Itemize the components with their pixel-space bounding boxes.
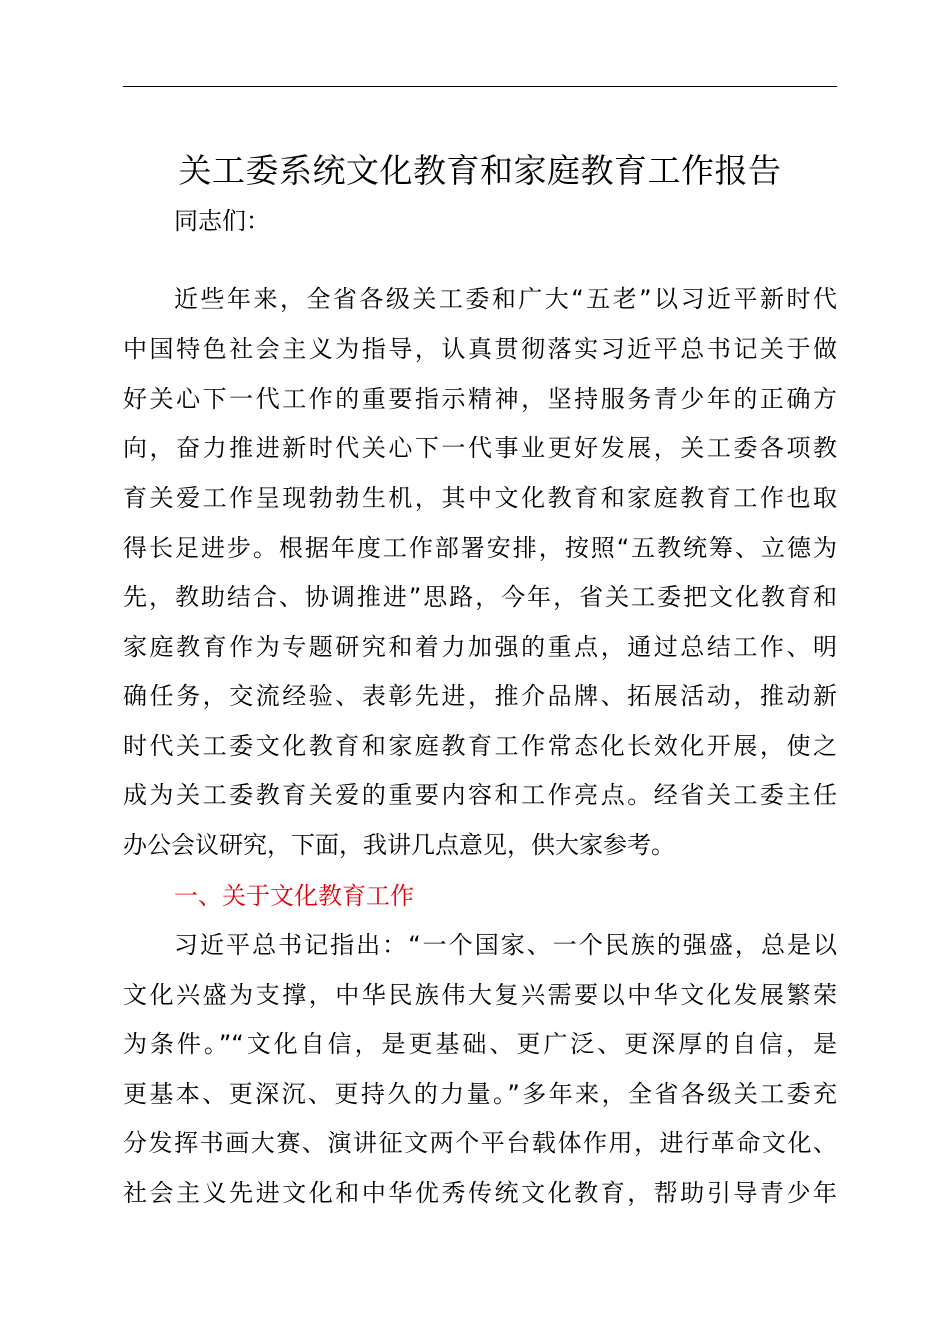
document-title: 关工委系统文化教育和家庭教育工作报告 xyxy=(178,151,782,190)
paragraph-line: 更基本、更深沉、更持久的力量。”多年来，全省各级关工委充 xyxy=(123,1080,837,1108)
paragraph-line: 育关爱工作呈现勃勃生机，其中文化教育和家庭教育工作也取 xyxy=(123,484,837,512)
paragraph-line: 得长足进步。根据年度工作部署安排，按照“五教统筹、立德为 xyxy=(123,534,837,562)
paragraph-line: 成为关工委教育关爱的重要内容和工作亮点。经省关工委主任 xyxy=(123,781,837,809)
paragraph-line: 家庭教育作为专题研究和着力加强的重点，通过总结工作、明 xyxy=(123,633,837,661)
paragraph-line: 时代关工委文化教育和家庭教育工作常态化长效化开展，使之 xyxy=(123,732,837,760)
paragraph-line: 向，奋力推进新时代关心下一代事业更好发展，关工委各项教 xyxy=(123,434,837,462)
paragraph-line: 习近平总书记指出：“一个国家、一个民族的强盛，总是以 xyxy=(174,931,837,959)
paragraph-line: 中国特色社会主义为指导，认真贯彻落实习近平总书记关于做 xyxy=(123,335,837,363)
paragraph-line: 好关心下一代工作的重要指示精神，坚持服务青少年的正确方 xyxy=(123,385,837,413)
paragraph-line: 先，教助结合、协调推进”思路，今年，省关工委把文化教育和 xyxy=(123,583,837,611)
paragraph-line: 为条件。”“文化自信，是更基础、更广泛、更深厚的自信，是 xyxy=(123,1030,837,1058)
salutation: 同志们： xyxy=(174,207,270,235)
paragraph-line: 办公会议研究，下面，我讲几点意见，供大家参考。 xyxy=(123,831,675,859)
header-rule xyxy=(123,86,837,87)
paragraph-line: 社会主义先进文化和中华优秀传统文化教育，帮助引导青少年 xyxy=(123,1179,837,1207)
paragraph-line: 分发挥书画大赛、演讲征文两个平台载体作用，进行革命文化、 xyxy=(123,1129,837,1157)
paragraph-line: 近些年来，全省各级关工委和广大“五老”以习近平新时代 xyxy=(174,285,837,313)
paragraph-line: 确任务，交流经验、表彰先进，推介品牌、拓展活动，推动新 xyxy=(123,682,837,710)
paragraph-line: 文化兴盛为支撑，中华民族伟大复兴需要以中华文化发展繁荣 xyxy=(123,981,837,1009)
section-heading: 一、关于文化教育工作 xyxy=(174,882,414,910)
